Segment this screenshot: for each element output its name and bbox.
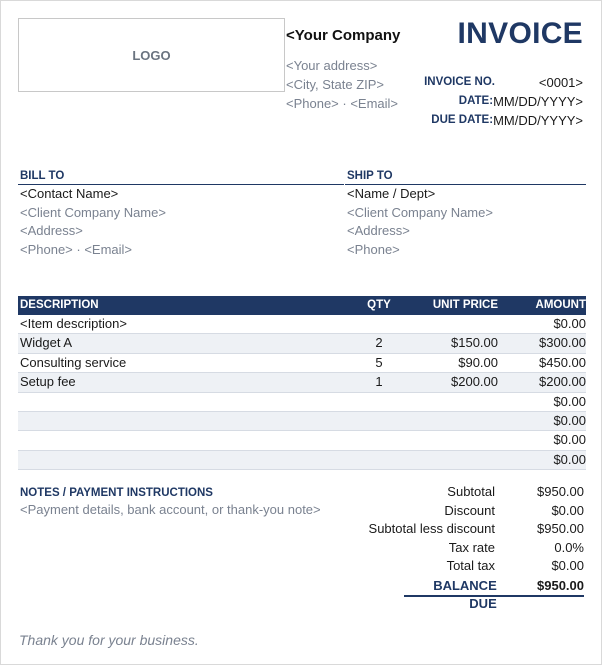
invoice-date-value[interactable]: MM/DD/YYYY>	[493, 94, 583, 109]
row-qty[interactable]	[350, 315, 408, 333]
row-unit-price[interactable]	[408, 315, 498, 333]
tax-rate-label: Tax rate	[448, 539, 495, 555]
row-unit-price[interactable]	[408, 451, 498, 469]
invoice-number-row	[393, 73, 583, 92]
logo-placeholder[interactable]	[18, 18, 285, 92]
row-qty[interactable]: 2	[375, 335, 383, 351]
line-items-table	[18, 296, 586, 470]
thank-you-note[interactable]: Thank you for your business.	[19, 632, 199, 648]
discount-value[interactable]: $0.00	[551, 502, 584, 518]
invoice-title: INVOICE	[457, 17, 583, 50]
bill-to-company[interactable]: <Client Company Name>	[20, 204, 166, 220]
invoice-date-label: DATE:	[458, 95, 494, 107]
row-unit-price[interactable]	[408, 393, 498, 411]
notes-heading: NOTES / PAYMENT INSTRUCTIONS	[20, 487, 213, 499]
row-qty[interactable]: 5	[375, 354, 383, 370]
subtotal-row	[344, 483, 584, 502]
header-qty: QTY	[367, 299, 391, 311]
row-unit-price[interactable]	[408, 412, 498, 430]
table-row[interactable]	[18, 412, 586, 431]
row-description[interactable]: Consulting service	[20, 354, 127, 370]
table-row[interactable]	[18, 393, 586, 412]
ship-to-address[interactable]: <Address>	[347, 223, 410, 238]
row-description[interactable]	[18, 431, 350, 449]
header-description: DESCRIPTION	[20, 299, 99, 311]
total-tax-value: $0.00	[551, 558, 584, 573]
row-unit-price[interactable]: $150.00	[451, 335, 498, 351]
header-amount: AMOUNT	[535, 299, 586, 311]
discount-row	[344, 502, 584, 521]
ship-to-name[interactable]: <Name / Dept>	[347, 186, 436, 201]
subtotal-less-discount-label: Subtotal less discount	[368, 521, 495, 536]
row-qty[interactable]	[350, 431, 408, 449]
ship-to-company[interactable]: <Client Company Name>	[347, 204, 493, 220]
company-contact[interactable]: <Phone> · <Email>	[286, 96, 399, 111]
ship-to-phone[interactable]: <Phone>	[347, 241, 400, 257]
bill-to-heading: BILL TO	[18, 168, 344, 185]
row-unit-price[interactable]: $90.00	[458, 354, 498, 370]
subtotal-label: Subtotal	[447, 484, 495, 499]
row-description[interactable]: Setup fee	[20, 374, 76, 390]
subtotal-less-discount-value: $950.00	[537, 521, 584, 536]
header-unit-price: UNIT PRICE	[432, 299, 498, 311]
row-qty[interactable]: 1	[375, 374, 383, 390]
notes-section	[18, 485, 338, 519]
company-city[interactable]: <City, State ZIP>	[286, 77, 385, 92]
row-unit-price[interactable]: $200.00	[451, 374, 498, 390]
invoice-due-label: DUE DATE:	[431, 114, 494, 126]
tax-rate-value[interactable]: 0.0%	[554, 539, 584, 555]
invoice-date-row	[393, 92, 583, 111]
table-header	[18, 296, 586, 315]
notes-text[interactable]: <Payment details, bank account, or thank-you note>	[20, 502, 321, 517]
row-description[interactable]	[18, 393, 350, 411]
table-row[interactable]	[18, 315, 586, 334]
balance-due-row	[404, 577, 584, 611]
row-amount: $300.00	[539, 335, 586, 351]
logo-label: LOGO	[132, 47, 171, 63]
tax-rate-row	[344, 539, 584, 558]
subtotal-less-discount-row	[344, 520, 584, 539]
company-address[interactable]: <Your address>	[286, 58, 378, 73]
row-qty[interactable]	[350, 412, 408, 430]
row-amount: $0.00	[553, 316, 586, 331]
row-unit-price[interactable]	[408, 431, 498, 449]
balance-due-value: $950.00	[537, 577, 584, 593]
invoice-meta	[393, 73, 583, 130]
company-name[interactable]: <Your Company	[286, 27, 401, 44]
bill-to-phone-email[interactable]: <Phone> · <Email>	[20, 241, 133, 257]
table-row[interactable]	[18, 451, 586, 470]
row-amount: $200.00	[539, 374, 586, 390]
table-row[interactable]	[18, 334, 586, 353]
balance-due-label: BALANCE DUE	[433, 577, 497, 611]
total-tax-row	[344, 557, 584, 576]
row-amount: $0.00	[553, 393, 586, 409]
ship-to-heading: SHIP TO	[345, 168, 586, 185]
row-description[interactable]: <Item description>	[20, 316, 127, 331]
bill-to-contact[interactable]: <Contact Name>	[20, 186, 119, 201]
total-tax-label: Total tax	[446, 558, 495, 573]
row-amount: $0.00	[553, 451, 586, 467]
bill-to-section	[18, 168, 344, 259]
table-row[interactable]	[18, 354, 586, 373]
table-row[interactable]	[18, 373, 586, 392]
row-description[interactable]	[18, 412, 350, 430]
discount-label: Discount	[444, 502, 495, 518]
row-qty[interactable]	[350, 451, 408, 469]
row-amount: $0.00	[553, 412, 586, 428]
totals-section	[344, 483, 584, 611]
row-amount: $0.00	[553, 432, 586, 448]
row-amount: $450.00	[539, 354, 586, 370]
subtotal-value: $950.00	[537, 484, 584, 499]
invoice-number-value[interactable]: <0001>	[538, 75, 583, 90]
row-description[interactable]: Widget A	[20, 335, 73, 351]
row-qty[interactable]	[350, 393, 408, 411]
table-row[interactable]	[18, 431, 586, 450]
row-description[interactable]	[18, 451, 350, 469]
invoice-number-label: INVOICE NO.	[424, 76, 495, 88]
ship-to-section	[345, 168, 586, 259]
bill-to-address[interactable]: <Address>	[20, 223, 83, 238]
invoice-due-value[interactable]: MM/DD/YYYY>	[493, 113, 583, 128]
invoice-due-row	[393, 111, 583, 130]
